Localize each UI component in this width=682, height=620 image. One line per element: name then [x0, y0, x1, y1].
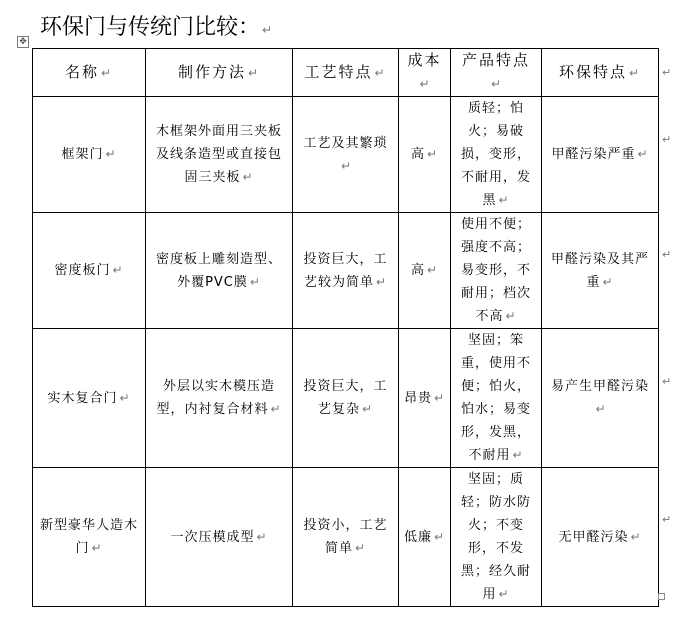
cell-cost: 高 ↵: [399, 97, 451, 213]
cell-cost: 高 ↵: [399, 213, 451, 329]
row-end-mark: ↵: [662, 248, 672, 261]
cell-eco: 无甲醛污染 ↵: [542, 468, 659, 607]
cell-name: 密度板门 ↵: [33, 213, 146, 329]
cell-name: 框架门 ↵: [33, 97, 146, 213]
table-header-row: [33, 49, 659, 97]
comparison-table: [32, 48, 659, 607]
cell-process: 投资小，工艺简单 ↵: [293, 468, 399, 607]
cell-name: 新型豪华人造木门 ↵: [33, 468, 146, 607]
page-title: 环保门与传统门比较： ↵: [40, 15, 273, 40]
cell-eco: 甲醛污染严重 ↵: [542, 97, 659, 213]
cell-product: 坚固；质轻；防水防火；不变形，不发黑；经久耐用 ↵: [451, 468, 542, 607]
table-row: [33, 213, 659, 329]
cell-method: 外层以实木模压造型，内衬复合材料 ↵: [146, 329, 293, 468]
cell-method: 一次压模成型 ↵: [146, 468, 293, 607]
header-cost: 成本↵: [399, 49, 451, 97]
row-end-mark: ↵: [662, 375, 672, 388]
cell-name: 实木复合门 ↵: [33, 329, 146, 468]
row-end-mark: ↵: [662, 133, 672, 146]
cell-eco: 甲醛污染及其严重 ↵: [542, 213, 659, 329]
cell-product: 质轻；怕火；易破损，变形，不耐用，发黑 ↵: [451, 97, 542, 213]
cell-process: 投资巨大，工艺较为简单 ↵: [293, 213, 399, 329]
table-row: [33, 468, 659, 607]
header-eco: 环保特点 ↵: [542, 49, 659, 97]
cell-process: 投资巨大，工艺复杂 ↵: [293, 329, 399, 468]
table-resize-handle[interactable]: [658, 593, 665, 600]
cell-product: 坚固；笨重，使用不便；怕火，怕水；易变形，发黑，不耐用 ↵: [451, 329, 542, 468]
header-product: 产品特点↵: [451, 49, 542, 97]
header-process: 工艺特点 ↵: [293, 49, 399, 97]
table-row: [33, 97, 659, 213]
cell-method: 木框架外面用三夹板及线条造型或直接包固三夹板 ↵: [146, 97, 293, 213]
table-move-handle-icon[interactable]: ✥: [17, 36, 29, 48]
header-name: 名称 ↵: [33, 49, 146, 97]
table-row: [33, 329, 659, 468]
cell-cost: 低廉 ↵: [399, 468, 451, 607]
cell-process: 工艺及其繁琐↵: [293, 97, 399, 213]
row-end-mark: ↵: [662, 66, 672, 79]
cell-product: 使用不便；强度不高；易变形，不耐用；档次不高 ↵: [451, 213, 542, 329]
cell-eco: 易产生甲醛污染↵: [542, 329, 659, 468]
cell-method: 密度板上雕刻造型、外覆PVC膜 ↵: [146, 213, 293, 329]
header-method: 制作方法 ↵: [146, 49, 293, 97]
row-end-mark: ↵: [662, 513, 672, 526]
cell-cost: 昂贵 ↵: [399, 329, 451, 468]
